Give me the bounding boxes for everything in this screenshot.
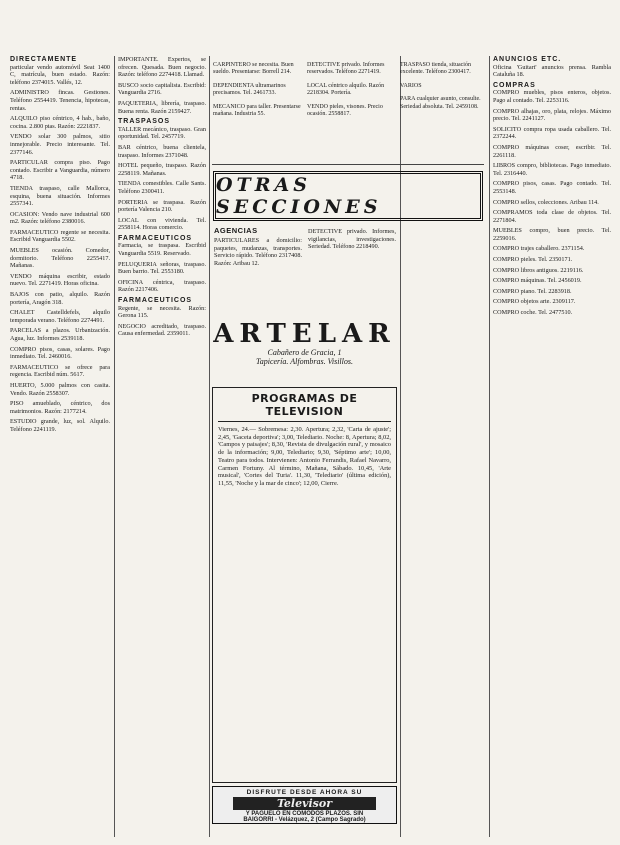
classified-ad: FARMACEUTICO se ofrece para regencia. Escribid núm. 5617.: [10, 363, 110, 379]
section-banner: [213, 171, 483, 221]
column-rule: [114, 56, 115, 837]
classified-ad: COMPRO máquinas. Tel. 2456019.: [493, 277, 582, 285]
classified-ad: NEGOCIO acreditado, traspaso. Causa enfermedad. 2359011.: [118, 322, 206, 338]
classified-ad: COMPRO máquinas coser, escribir. Tel. 2261118.: [493, 143, 611, 159]
tv-programs-text: Viernes, 24.— Sobremesa: 2,30. Apertura; 2,32, 'Carta de ajuste'; 2,45, 'Gaceta deportiva'; 3,00, Telediario. Noche: 8, Apertura; 8,02, 'Campos y paisajes'; 8,30, 'Revista de divulgación rural', y mosaico de la información; 9,00, Telediario; 9,30, 'Séptimo arte'; 10,00, Teatro para todos. Intervienen: Antonio Ferrandis, Rafael Navarro, Carmen Fortuny. Al término, Mañana, Sábado. 10,45, 'Arte musical', 'Cortes del Turia'. 11,30, 'Telediario' (última edición), 11,55, 'Noche y la mar de cinco'; 12,00, Cierre.: [218, 426, 391, 487]
classified-ad: CARPINTERO se necesita. Buen sueldo. Presentarse: Borrell 214.: [213, 62, 294, 76]
classified-ad: Farmacia, se traspasa. Escribid Vanguardia 5519. Reservado.: [118, 242, 206, 258]
artelar-ad: [212, 320, 397, 380]
section-heading: COMPRAS: [493, 81, 536, 89]
artelar-address: Cabañero de Gracia, 1: [267, 348, 342, 357]
section-heading: VARIOS: [400, 82, 422, 89]
agencias-text: PARTICULARES a domicilio: paquetes, mudanzas, transportes. Servicio rápido. Teléfono 2317408. Razón: Aribau 12.: [214, 237, 302, 267]
ad-line-2: Televisor: [233, 797, 376, 810]
classified-ad: COMPRO alhajas, oro, plata, relojes. Máximo precio. Tel. 2241127.: [493, 107, 611, 123]
ad-line-4: BAIGORRI - Velázquez, 2 (Campo Sagrado): [243, 817, 366, 823]
classified-ad: PARTICULAR compra piso. Pago contado. Escribir a Vanguardia, número 4718.: [10, 159, 110, 182]
classified-ad: VENDO solar 300 palmos, sitio inmejorable. Precio interesante. Tel. 2377146.: [10, 133, 110, 156]
classified-ad: Regente, se necesita. Razón: Gerona 115.: [118, 304, 206, 320]
agencias-heading: AGENCIAS: [214, 226, 258, 235]
classified-ad: PORTERIA se traspasa. Razón portería Valencia 210.: [118, 198, 206, 214]
classified-ad: LOCAL céntrico alquilo. Razón 2218304. Portería.: [307, 82, 385, 97]
classified-column-1: [10, 56, 110, 837]
tv-programs-box: [212, 387, 397, 783]
classified-ad: FARMACEUTICO regente se necesita. Escribid Vanguardia 5502.: [10, 228, 110, 244]
section-heading: ANUNCIOS ETC.: [493, 56, 562, 63]
classified-ad: OFICINA céntrica, traspaso. Razón 2217406.: [118, 278, 206, 294]
classified-column-3: [213, 56, 303, 160]
classified-ad: COMPRO trajes caballero. 2371154.: [493, 245, 585, 253]
classified-ad: COMPRO pisos, casas. Pago contado. Tel. 2553148.: [493, 180, 611, 195]
classified-ad: COMPRO pieles. Tel. 2350171.: [493, 256, 573, 264]
classified-column-5b: [404, 226, 486, 837]
classified-ad: TIENDA traspaso, calle Mallorca, esquina, buena situación. Informes 2557341.: [10, 184, 110, 208]
classified-ad: BAR céntrico, buena clientela, traspaso. Informes 2371048.: [118, 143, 206, 159]
classified-column-5: [400, 56, 486, 160]
classified-ad: COMPRO objetos arte. 2309117.: [493, 298, 576, 306]
classified-column-6: [493, 56, 611, 837]
classified-ad: MECANICO para taller. Presentarse mañana. Industria 55.: [213, 103, 301, 118]
classified-ad: HOTEL pequeño, traspaso. Razón 2258119. Mañanas.: [118, 162, 206, 177]
classified-column-2: [118, 56, 206, 837]
classified-ad: PAQUETERIA, librería, traspaso. Buena renta. Razón 2159427.: [118, 99, 206, 115]
classified-ad: PELUQUERIA señoras, traspaso. Buen barrio. Tel. 2553180.: [118, 260, 206, 276]
ad-line-3: Y PAGUELO EN COMODOS PLAZOS. SIN: [245, 811, 364, 817]
classified-ad: DETECTIVE privado. Informes reservados. Teléfono 2271419.: [307, 62, 385, 76]
classified-ad: MUEBLES ocasión. Comedor, dormitorio. Teléfono 2255417. Mañanas.: [10, 247, 110, 270]
classified-ad: COMPRO piano. Tel. 2283918.: [493, 287, 572, 295]
section-heading: TRASPASOS: [118, 118, 171, 126]
artelar-name: ARTELAR: [213, 319, 396, 349]
classified-ad: PARCELAS a plazos. Urbanización. Agua, luz. Informes 2539118.: [10, 327, 110, 342]
section-heading: DIRECTAMENTE: [10, 56, 78, 63]
column-rule: [209, 56, 210, 837]
column-rule: [489, 56, 490, 837]
classified-ad: BAJOS con patio, alquilo. Razón portería, Aragón 318.: [10, 291, 110, 306]
detectives-text: DETECTIVE privado. Informes, vigilancias, investigaciones. Seriedad. Teléfono 2218490.: [308, 228, 396, 251]
classified-ad: COMPRO sellos, colecciones. Aribau 114.: [493, 198, 599, 206]
classified-ad: IMPORTANTE. Expertos, se ofrecen. Quesada. Buen negocio. Razón: teléfono 2274418. Llamad.: [118, 56, 206, 79]
televisor-ad: [212, 786, 397, 824]
classified-ad: VENDO pieles, visones. Precio ocasión. 2558817.: [307, 103, 383, 118]
classified-ad: VENDO máquina escribir, estado nuevo. Tel. 2271419. Horas oficina.: [10, 272, 110, 288]
classified-ad: ALQUILO piso céntrico, 4 hab., baño, cocina. 2.800 ptas. Razón: 2221837.: [10, 115, 110, 130]
artelar-services: Tapicería. Alfombras. Visillos.: [256, 357, 353, 366]
section-heading: FARMACEUTICOS: [118, 297, 193, 305]
classified-ad: Oficina 'Guitart' anuncios prensa. Rambla Cataluña 18.: [493, 63, 611, 79]
classified-ad: COMPRO pisos, casas, solares. Pago inmediato. Tel. 2460016.: [10, 345, 110, 361]
divider: [212, 164, 484, 165]
ad-line-1: DISFRUTE DESDE AHORA SU: [246, 789, 363, 796]
classified-ad: ADMINISTRO fincas. Gestiones. Teléfono 2554419. Tenencia, hipotecas, rentas.: [10, 89, 110, 112]
classified-ad: BUSCO socio capitalista. Escribid: Vanguardia 2716.: [118, 81, 206, 97]
classified-ad: SOLICITO compra ropa usada caballero. Tel. 2372244.: [493, 125, 611, 141]
classified-ad: LOCAL con vivienda. Tel. 2558114. Horas comercio.: [118, 216, 206, 232]
classified-ad: CHALET Castelldefels, alquilo temporada verano. Teléfono 2274491.: [10, 309, 110, 324]
classified-ad: COMPRO libros antiguos. 2219116.: [493, 266, 584, 274]
classified-ad: PARA cualquier asunto, consulte. Seriedad absoluta. Tel. 2459108.: [400, 96, 481, 110]
classified-ad: COMPRO muebles, pisos enteros, objetos. Pago al contado. Tel. 2253116.: [493, 89, 611, 104]
classified-ad: TIENDA comestibles. Calle Sants. Teléfono 2300411.: [118, 180, 206, 195]
classified-ad: ESTUDIO grande, luz, sol. Alquilo. Teléfono 2241119.: [10, 418, 110, 433]
section-heading: FARMACEUTICOS: [118, 234, 193, 242]
classified-ad: TALLER mecánico, traspaso. Gran oportunidad. Tel. 2457719.: [118, 125, 206, 141]
classified-ad: LIBROS compro, bibliotecas. Pago inmediato. Tel. 2316440.: [493, 162, 611, 177]
classified-ad: particular vendo automóvil Seat 1400 C, matrícula, buen estado. Razón: teléfono 2374015. Vallés, 12.: [10, 63, 110, 86]
classified-ad: MUEBLES compro, buen precio. Tel. 2259016.: [493, 227, 611, 242]
classified-ad: HUERTO, 5.000 palmos con casita. Vendo. Razón 2558307.: [10, 381, 110, 397]
classified-ad: DEPENDIENTA ultramarinos precisamos. Tel. 2461733.: [213, 82, 286, 97]
classified-ad: PISO amueblado, céntrico, dos matrimonios. Razón: 2177214.: [10, 400, 110, 415]
classified-ad: OCASION: Vendo nave industrial 600 m2. Razón: teléfono 2380016.: [10, 210, 110, 226]
section-banner-title: OTRAS SECCIONES: [216, 174, 382, 218]
classified-ad: COMPRO coche. Tel. 2477510.: [493, 309, 573, 317]
classified-ad: TRASPASO tienda, situación excelente. Teléfono 2300417.: [400, 62, 471, 76]
tv-programs-title: PROGRAMAS DE TELEVISION: [218, 392, 391, 422]
classified-column-4: [307, 56, 395, 160]
classified-ad: COMPRAMOS toda clase de objetos. Tel. 2271804.: [493, 209, 611, 224]
